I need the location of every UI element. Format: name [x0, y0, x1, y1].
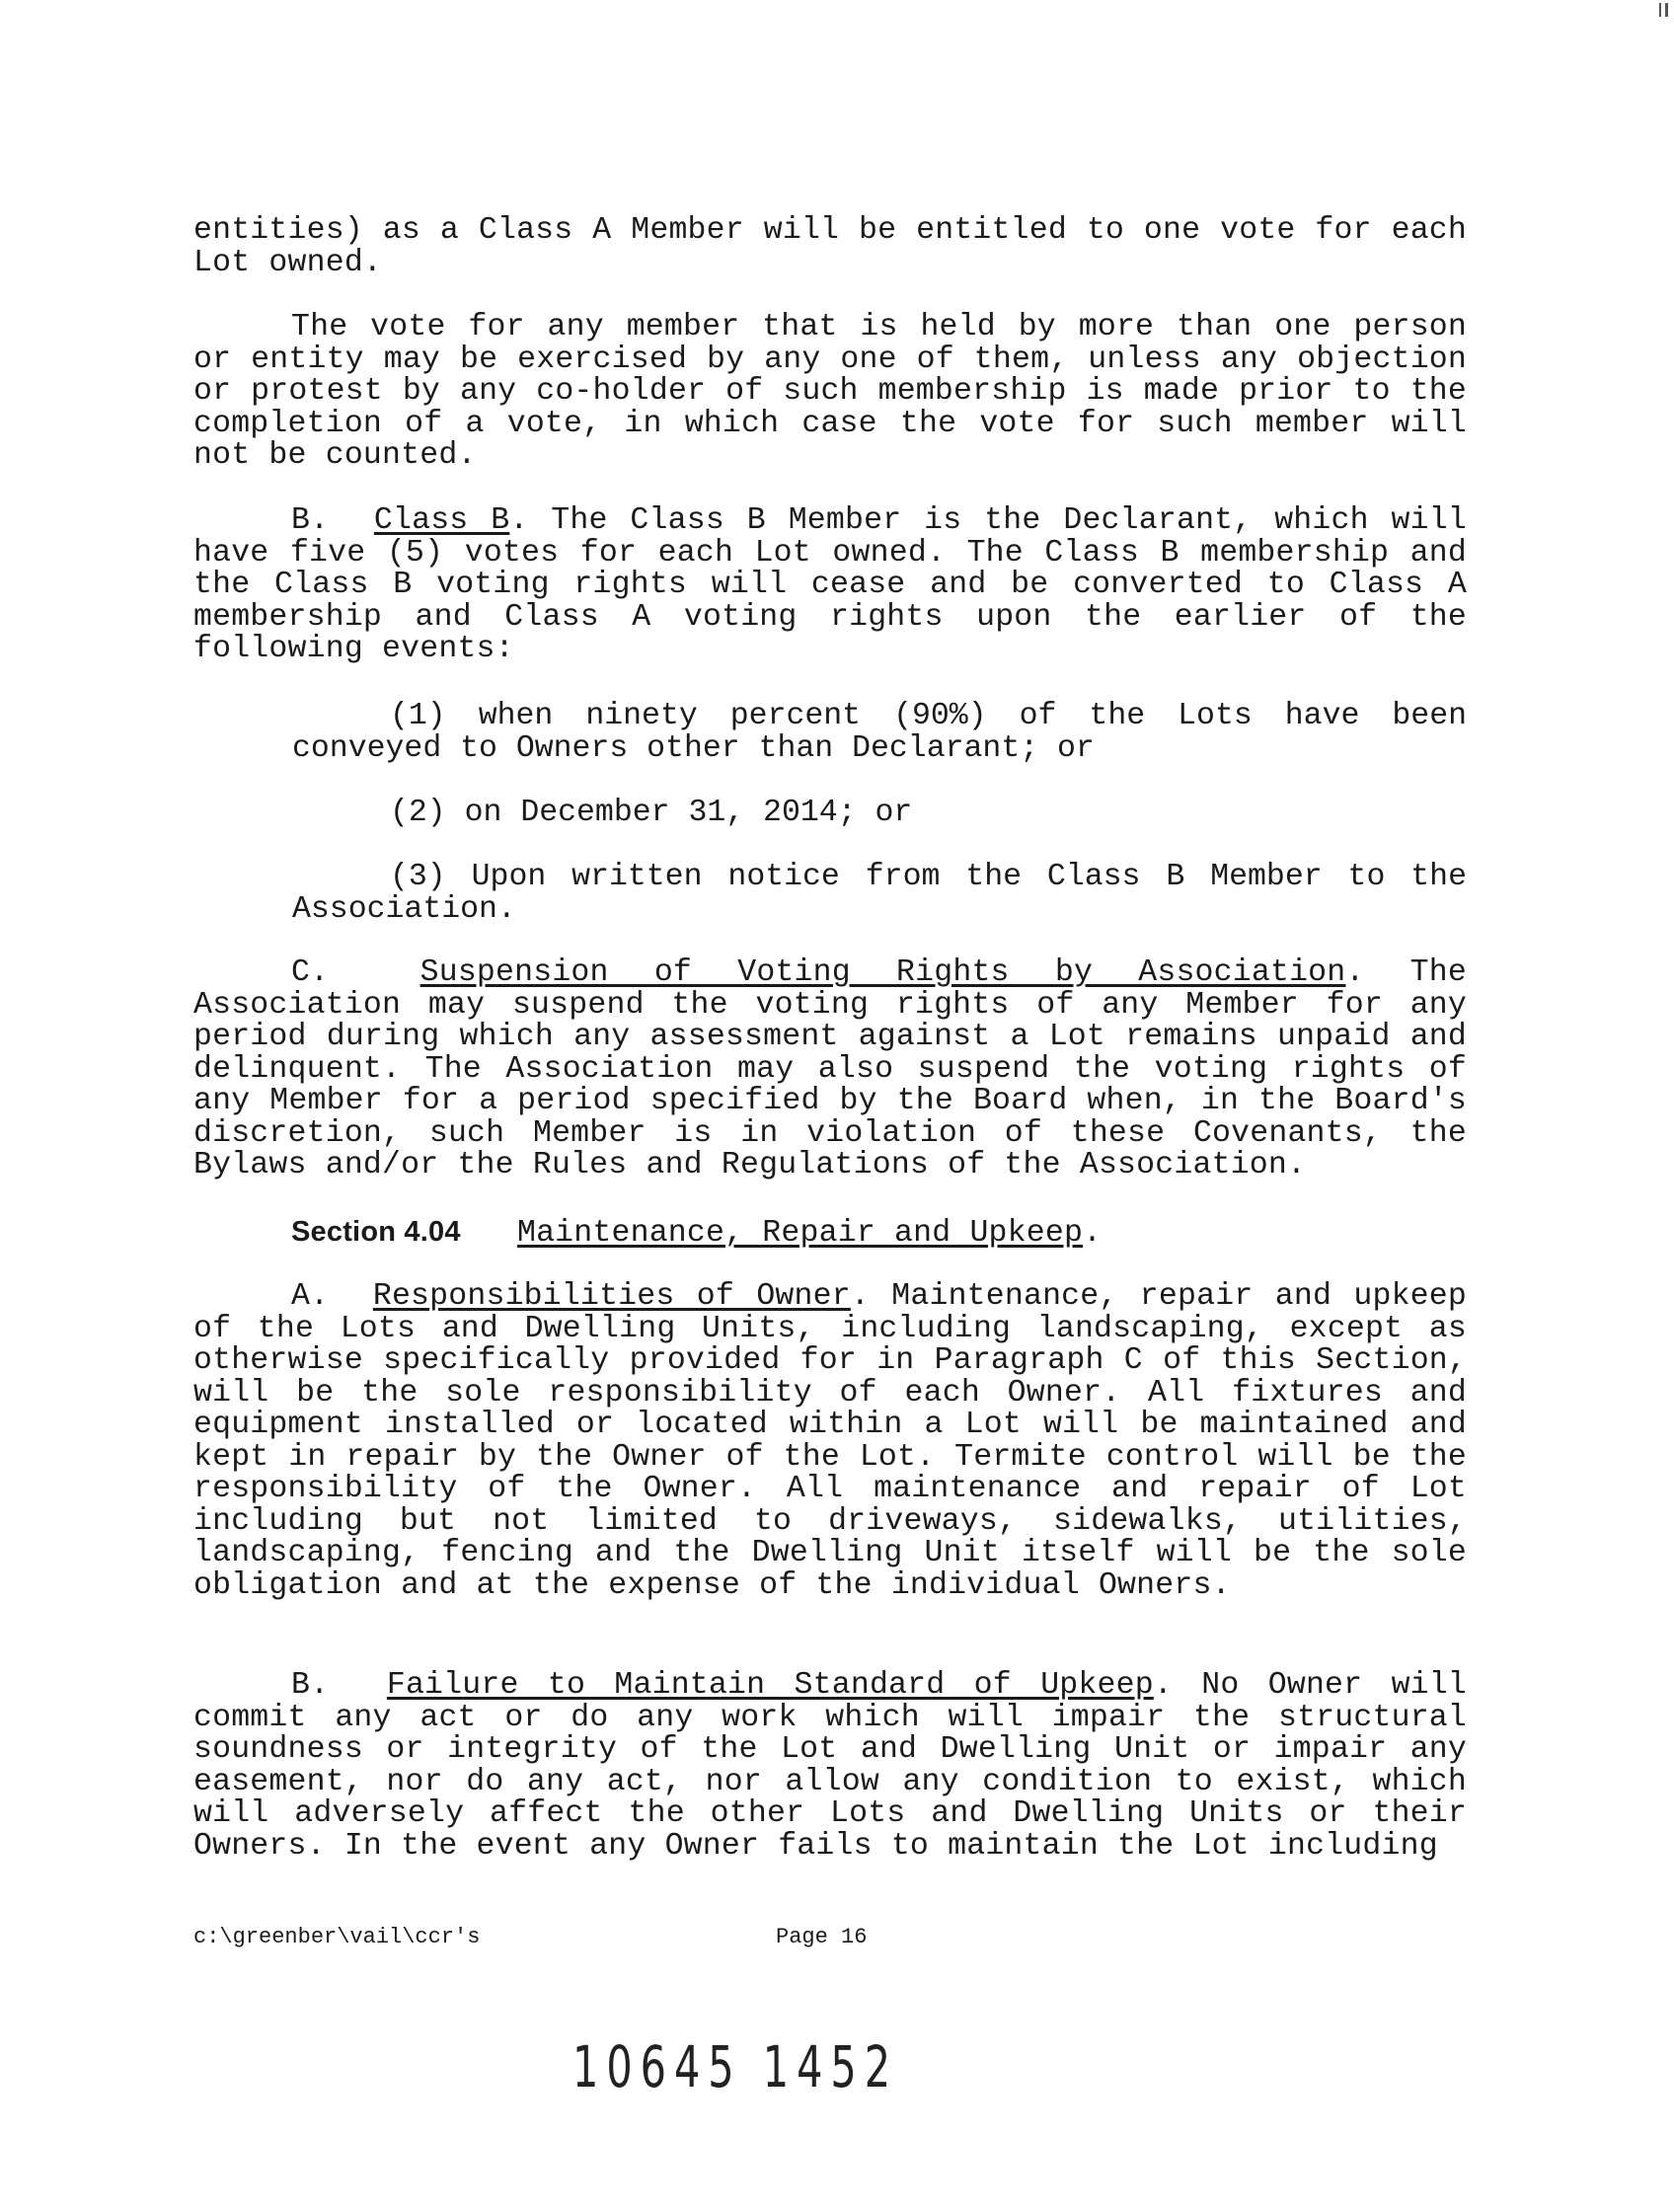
fail-marker: B. [291, 1668, 330, 1703]
section-label: Section 4.04 [291, 1216, 461, 1248]
recording-stamp-number: 10645 1452 [572, 2033, 899, 2100]
paragraph-class-b [193, 505, 1467, 666]
paragraph-vote-co-holder: The vote for any member that is held by more than one person or entity may be exercised by any one of them, unless any objection or protest by any co-holder of such membership is made prior to the completion of a vote, in which case the vote for such member will not be counted. [193, 310, 1467, 473]
footer-page-number: Page 16 [776, 1925, 868, 1949]
class-b-text: . The Class B Member is the Declarant, which will have five (5) votes for each Lot owned. The Class B membership and the Class B voting rights will cease and be converted to Class A membership and Class A voting rights upon the earlier of the following events: [193, 503, 1467, 666]
section-title: Maintenance, Repair and Upkeep [516, 1216, 1084, 1251]
footer-file-path: c:\greenber\vail\ccr's [193, 1925, 481, 1949]
paragraph-responsibilities [193, 1281, 1467, 1602]
section-period: . [1083, 1216, 1103, 1251]
event-item-2: (2) on December 31, 2014; or [390, 796, 913, 830]
class-c-marker: C. [291, 955, 330, 990]
resp-marker: A. [291, 1279, 330, 1314]
class-c-text: . The Association may suspend the voting rights of any Member for any period during which any assessment against a Lot remains unpaid and delinquent. The Association may also suspend the voting rights of any Member for a period specified by the Board when, in the Board's discretion, such Member is in violation of these Covenants, the Bylaws and/or the Rules and Regulations of the Association. [193, 955, 1467, 1182]
class-b-marker: B. [291, 503, 330, 538]
class-b-heading: Class B [373, 503, 510, 538]
event-item-1: (1) when ninety percent (90%) of the Lots have been conveyed to Owners other than Declarant; or [292, 699, 1467, 766]
paragraph-failure-upkeep [193, 1670, 1467, 1863]
resp-heading: Responsibilities of Owner [372, 1279, 851, 1314]
class-c-heading: Suspension of Voting Rights by Association [419, 955, 1346, 990]
section-heading [193, 1216, 1467, 1251]
paragraph-continuation: entities) as a Class A Member will be entitled to one vote for each Lot owned. [193, 213, 1467, 280]
event-item-3: (3) Upon written notice from the Class B Member to the Association. [292, 860, 1467, 927]
fail-heading: Failure to Maintain Standard of Upkeep [386, 1668, 1154, 1703]
paragraph-class-c [193, 957, 1467, 1182]
fail-text: . No Owner will commit any act or do any work which will impair the structural soundness or integrity of the Lot and Dwelling Unit or impair any easement, nor do any act, nor allow any condition to exist, which will adversely affect the other Lots and Dwelling Units or their Owners. In the event any Owner fails to maintain the Lot including [193, 1668, 1467, 1864]
page-corner-mark [1658, 0, 1674, 22]
resp-text: . Maintenance, repair and upkeep of the Lots and Dwelling Units, including landscaping, except as otherwise specifically provided for in Paragraph C of this Section, will be the sole responsibility of each Owner. All fixtures and equipment installed or located within a Lot will be maintained and kept in repair by the Owner of the Lot. Termite control will be the responsibility of the Owner. All maintenance and repair of Lot including but not limited to driveways, sidewalks, utilities, landscaping, fencing and the Dwelling Unit itself will be the sole obligation and at the expense of the individual Owners. [193, 1279, 1467, 1603]
